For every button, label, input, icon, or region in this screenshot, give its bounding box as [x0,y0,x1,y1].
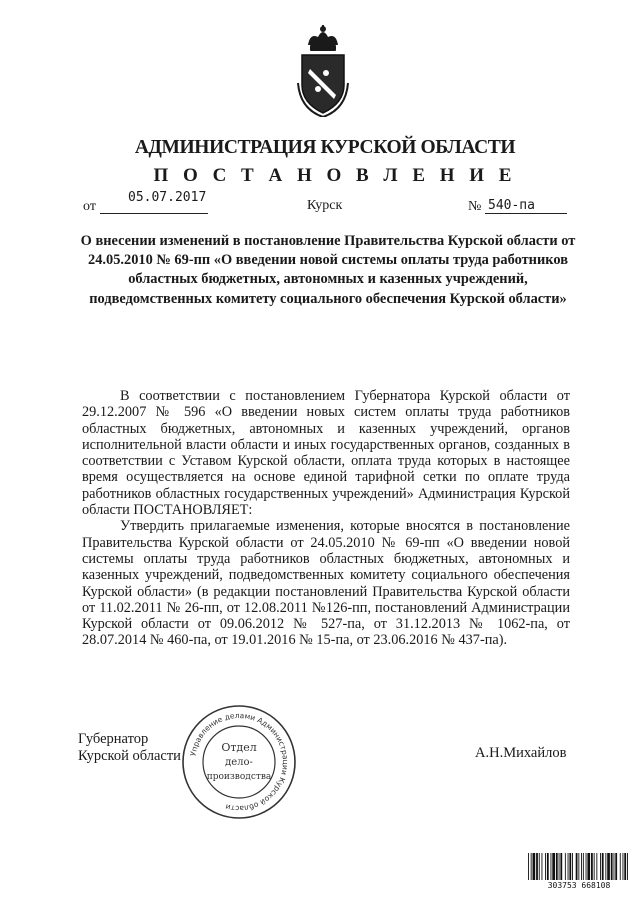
signatory-position [78,731,181,765]
stamp-center-line: дело- [225,757,253,768]
date-label: от [83,199,96,214]
stamp-center-line: Отдел [221,741,257,754]
date-underline [100,213,208,214]
barcode-number: 303753 668108 [547,881,611,890]
document-date: 05.07.2017 [128,190,207,205]
number-label: № [468,199,482,214]
body-paragraph: В соответствии с постановлением Губернатора Курской области от 29.12.2007 № 596 «О введении новых систем оплаты труда работников областных бюджетных, автономных и казенных учреждений, органов исполнительной власти области и иных государственных органов, созданных в соответствии с Уставом Курской области, оплата труда которых в настоящее время осуществляется на основе единой тарифной сетки по оплате труда работников областных государственных учреждений» Администрация Курской области ПОСТАНОВЛЯЕТ: [82,388,570,519]
number-underline [485,213,567,214]
signatory-position-line: Курской области [78,748,181,764]
stamp-ring-text: Управление делами Администрации Курской области [188,710,291,814]
signatory-position-line: Губернатор [78,731,149,747]
signatory-name: А.Н.Михайлов [475,745,567,761]
organization-title: АДМИНИСТРАЦИЯ КУРСКОЙ ОБЛАСТИ [134,137,516,158]
document-number: 540-па [488,198,535,213]
document-type: П О С Т А Н О В Л Е Н И Е [153,165,517,186]
body-paragraph: Утвердить прилагаемые изменения, которые вносятся в постановление Правительства Курской области от 24.05.2010 № 69-пп «О введении новой системы оплаты труда работников областных бюджетных, автономных и казенных учреждений, подведомственных комитету социального обеспечения Курской области» (в редакции постановлений Правительства Курской области от 11.02.2011 № 26-пп, от 12.08.2011 №126-пп, постановлений Администрации Курской области от 09.06.2012 № 527-па, от 31.12.2013 № 1062-па, от 28.07.2014 № 460-па, от 19.01.2016 № 15-па, от 23.06.2016 № 437-па). [82,518,570,649]
barcode-icon [526,852,632,890]
document-city: Курск [307,198,343,213]
round-stamp-icon [180,703,298,821]
coat-of-arms-icon [296,25,350,117]
document-body [82,388,570,649]
stamp-center-line: производства [206,772,272,782]
document-subject: О внесении изменений в постановление Правительства Курской области от 24.05.2010 № 69-пп «О введении новой системы оплаты труда работников областных бюджетных, автономных и казенных учреждений, подведомственных комитету социального обеспечения Курской области» [80,233,576,307]
